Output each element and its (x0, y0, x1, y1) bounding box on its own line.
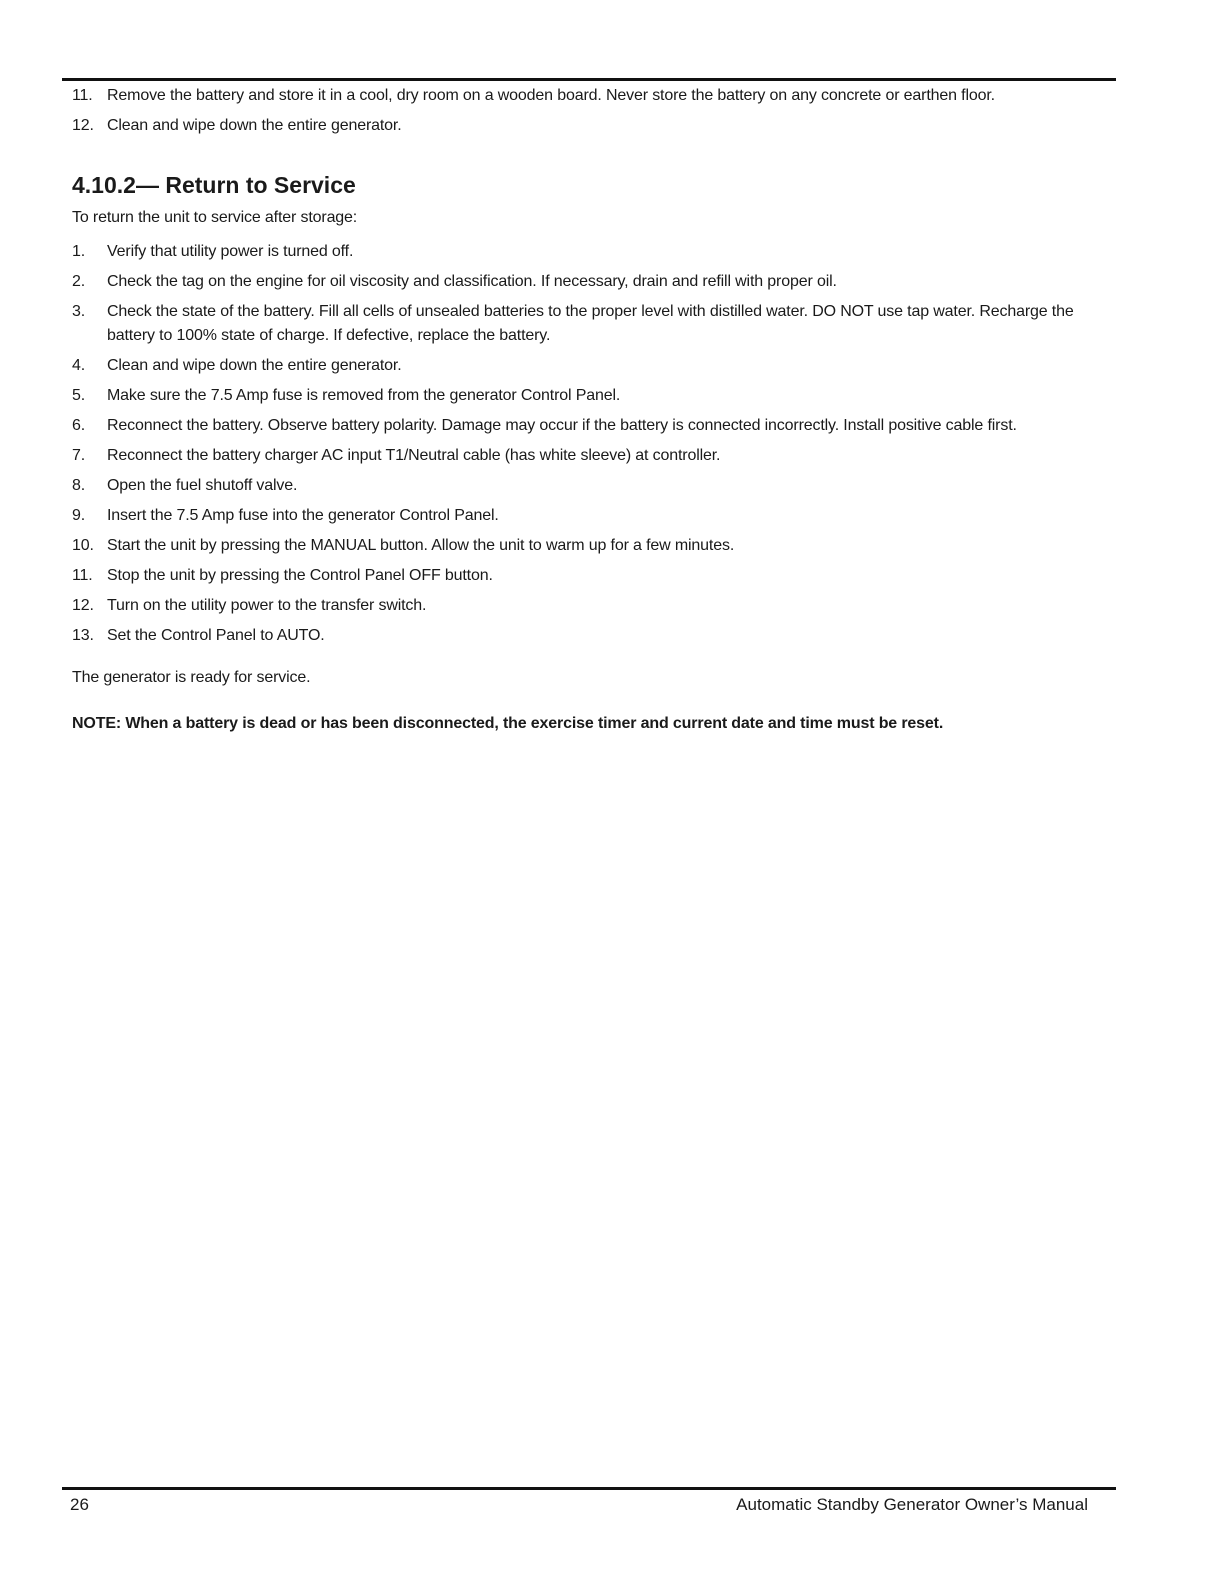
list-item (72, 624, 1112, 648)
step-text: Open the fuel shutoff valve. (107, 477, 298, 494)
list-item (72, 504, 1112, 528)
page-content (72, 84, 1112, 736)
list-item (72, 594, 1112, 618)
continued-steps-list (72, 84, 1112, 138)
step-number: 12. (72, 597, 94, 614)
list-item (72, 534, 1112, 558)
step-text: Remove the battery and store it in a cool, dry room on a wooden board. Never store the battery on any concrete or earthen floor. (107, 87, 995, 104)
step-text: Check the tag on the engine for oil viscosity and classification. If necessary, drain and refill with proper oil. (107, 273, 837, 290)
manual-title: Automatic Standby Generator Owner’s Manual (736, 1495, 1088, 1514)
step-number: 1. (72, 243, 86, 260)
step-text: Start the unit by pressing the MANUAL button. Allow the unit to warm up for a few minutes. (107, 537, 735, 554)
return-to-service-steps (72, 240, 1112, 648)
step-text: Verify that utility power is turned off. (107, 243, 354, 260)
step-text: Check the state of the battery. Fill all cells of unsealed batteries to the proper level with distilled water. DO NOT use tap water. Recharge the battery to 100% state of charge. If defective, replace the battery. (107, 303, 1074, 344)
step-text: Insert the 7.5 Amp fuse into the generator Control Panel. (107, 507, 499, 524)
section-intro: To return the unit to service after storage: (72, 209, 358, 226)
step-number: 6. (72, 417, 86, 434)
step-number: 3. (72, 303, 86, 320)
ready-statement: The generator is ready for service. (72, 669, 311, 686)
step-text: Turn on the utility power to the transfer switch. (107, 597, 427, 614)
page-number: 26 (70, 1495, 89, 1514)
step-text: Stop the unit by pressing the Control Panel OFF button. (107, 567, 493, 584)
step-number: 5. (72, 387, 86, 404)
footer-rule (62, 1487, 1116, 1490)
step-number: 11. (72, 87, 93, 104)
step-text: Reconnect the battery. Observe battery polarity. Damage may occur if the battery is connected incorrectly. Install positive cable first. (107, 417, 1017, 434)
list-item (72, 300, 1112, 348)
list-item (72, 354, 1112, 378)
step-number: 11. (72, 567, 93, 584)
list-item (72, 474, 1112, 498)
list-item (72, 114, 1112, 138)
list-item (72, 270, 1112, 294)
step-text: Clean and wipe down the entire generator. (107, 357, 402, 374)
list-item (72, 444, 1112, 468)
list-item (72, 414, 1112, 438)
step-text: Make sure the 7.5 Amp fuse is removed from the generator Control Panel. (107, 387, 621, 404)
step-number: 4. (72, 357, 86, 374)
step-number: 10. (72, 537, 94, 554)
step-number: 8. (72, 477, 86, 494)
section-heading: 4.10.2— Return to Service (72, 172, 356, 198)
step-number: 7. (72, 447, 86, 464)
list-item (72, 240, 1112, 264)
step-text: Clean and wipe down the entire generator. (107, 117, 402, 134)
step-text: Reconnect the battery charger AC input T1/Neutral cable (has white sleeve) at controller. (107, 447, 721, 464)
reset-note: NOTE: When a battery is dead or has been disconnected, the exercise timer and current date and time must be reset. (72, 715, 944, 732)
list-item (72, 384, 1112, 408)
step-number: 12. (72, 117, 94, 134)
header-rule (62, 78, 1116, 81)
step-text: Set the Control Panel to AUTO. (107, 627, 325, 644)
step-number: 2. (72, 273, 86, 290)
list-item (72, 84, 1112, 108)
step-number: 9. (72, 507, 86, 524)
list-item (72, 564, 1112, 588)
step-number: 13. (72, 627, 94, 644)
